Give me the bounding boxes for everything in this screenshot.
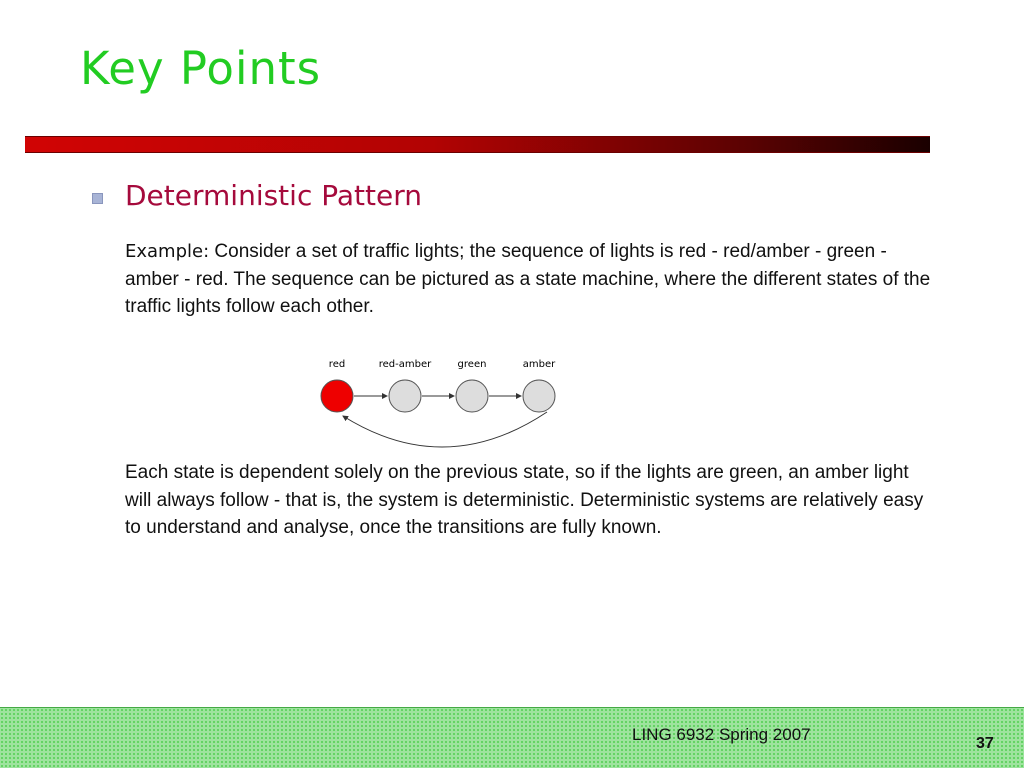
footer-course-text: LING 6932 Spring 2007 [632, 725, 811, 744]
state-label-green: green [457, 359, 487, 370]
page-number: 37 [976, 735, 994, 752]
state-label-red: red [328, 359, 346, 370]
transition-amber-to-red [343, 412, 547, 447]
bullet-square-icon [92, 193, 103, 204]
bullet-heading: Deterministic Pattern [125, 179, 422, 212]
footer-bar [0, 707, 1024, 768]
example-label: Example: [125, 241, 210, 262]
title-divider-bar [25, 136, 930, 153]
slide-title: Key Points [80, 42, 322, 95]
state-label-red-amber: red-amber [378, 359, 432, 370]
state-amber [523, 380, 555, 412]
state-red-amber [389, 380, 421, 412]
state-red [321, 380, 353, 412]
example-paragraph [125, 238, 945, 321]
state-green [456, 380, 488, 412]
example-text: Consider a set of traffic lights; the sequence of lights is red - red/amber - green - amber - red. The sequence can be pictured as a state machine, where the different states of the traffic lights follow each other. [125, 241, 931, 317]
state-machine-diagram [315, 350, 575, 450]
state-label-amber: amber [522, 359, 556, 370]
explanation-paragraph: Each state is dependent solely on the previous state, so if the lights are green, an amber light will always follow - that is, the system is deterministic. Deterministic systems are relatively easy to understand and analyse, once the transitions are fully known. [125, 462, 924, 538]
